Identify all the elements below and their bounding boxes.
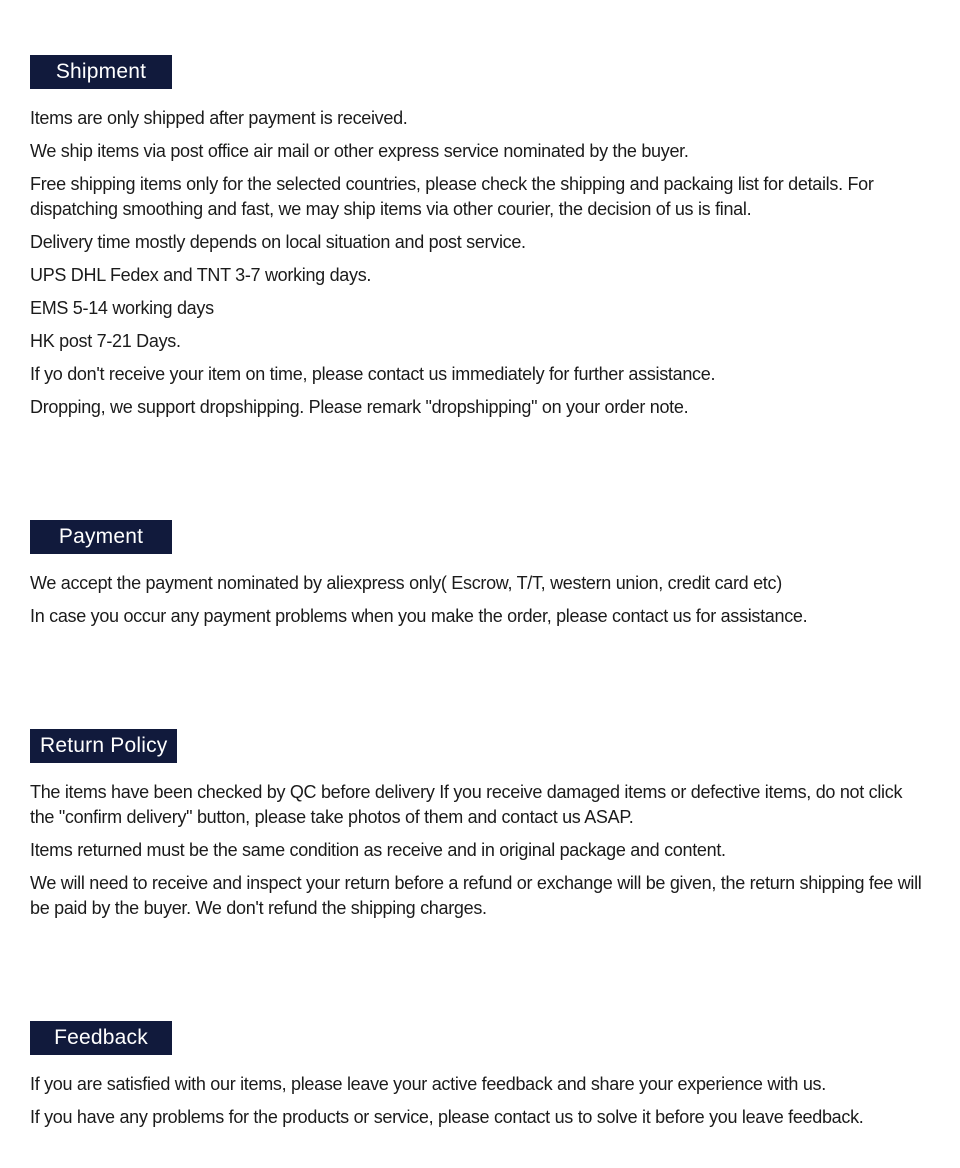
section-feedback: [30, 1021, 930, 1130]
section-shipment: [30, 55, 930, 420]
section-payment: [30, 520, 930, 629]
paragraph: In case you occur any payment problems when you make the order, please contact us for assistance.: [30, 606, 808, 626]
paragraph: Items are only shipped after payment is received.: [30, 108, 408, 128]
paragraph: If yo don't receive your item on time, please contact us immediately for further assistance.: [30, 364, 716, 384]
section-title: Shipment: [55, 60, 147, 83]
paragraph: If you have any problems for the products or service, please contact us to solve it before you leave feedback.: [30, 1107, 864, 1127]
paragraph: We accept the payment nominated by aliexpress only( Escrow, T/T, western union, credit card etc): [30, 573, 782, 593]
paragraph: UPS DHL Fedex and TNT 3-7 working days.: [30, 265, 372, 285]
section-return-policy-title-badge: [30, 729, 177, 763]
paragraph: The items have been checked by QC before delivery If you receive damaged items or defective items, do not click the "confirm delivery" button, please take photos of them and contact us ASAP.: [30, 782, 903, 827]
section-feedback-title-badge: [30, 1021, 172, 1055]
paragraph: We ship items via post office air mail or other express service nominated by the buyer.: [30, 141, 689, 161]
section-shipment-body: [30, 106, 930, 420]
section-shipment-title-badge: [30, 55, 172, 89]
paragraph: If you are satisfied with our items, please leave your active feedback and share your experience with us.: [30, 1074, 826, 1094]
section-feedback-body: [30, 1072, 930, 1130]
paragraph: Items returned must be the same condition as receive and in original package and content.: [30, 840, 726, 860]
section-title: Payment: [58, 525, 144, 548]
paragraph: Delivery time mostly depends on local situation and post service.: [30, 232, 526, 252]
paragraph: Dropping, we support dropshipping. Please remark "dropshipping" on your order note.: [30, 397, 689, 417]
paragraph: HK post 7-21 Days.: [30, 331, 181, 351]
section-title: Return Policy: [40, 734, 168, 757]
paragraph: We will need to receive and inspect your return before a refund or exchange will be given, the return shipping fee will be paid by the buyer. We don't refund the shipping charges.: [30, 873, 922, 918]
section-return-policy-body: [30, 780, 930, 921]
section-payment-title-badge: [30, 520, 172, 554]
paragraph: EMS 5-14 working days: [30, 298, 214, 318]
paragraph: Free shipping items only for the selected countries, please check the shipping and packaing list for details. For dispatching smoothing and fast, we may ship items via other courier, the decision of us is final.: [30, 174, 874, 219]
section-return-policy: [30, 729, 930, 921]
section-title: Feedback: [54, 1026, 148, 1049]
section-payment-body: [30, 571, 930, 629]
